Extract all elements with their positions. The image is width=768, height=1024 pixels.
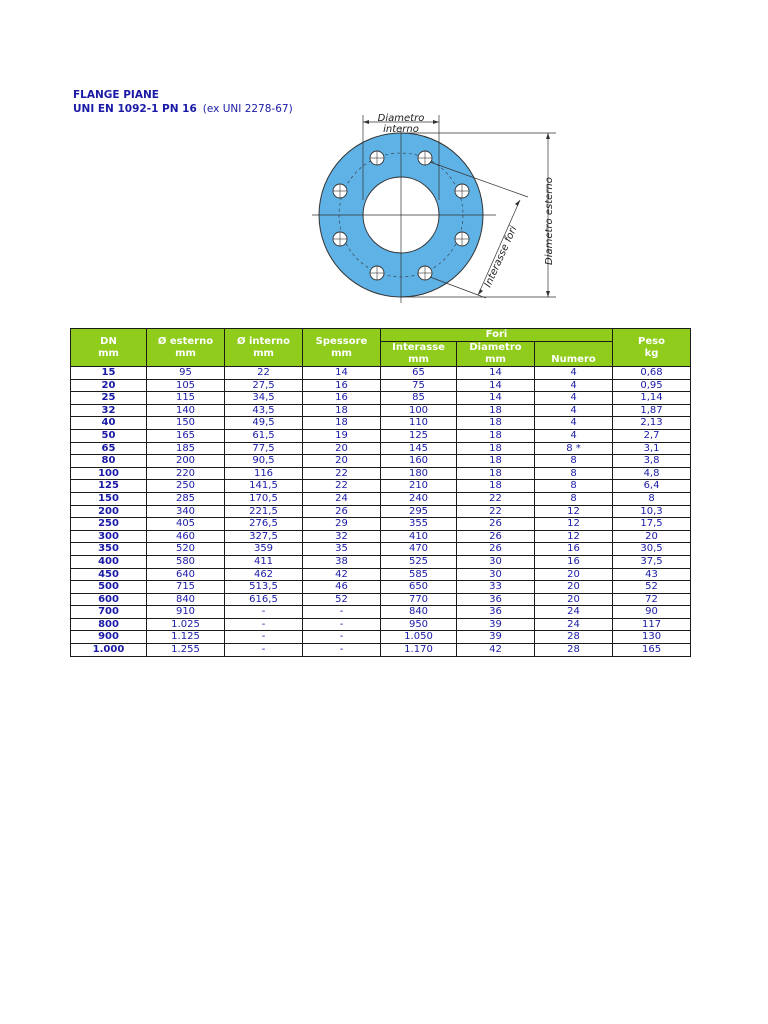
cell-pitch: 1.170 <box>381 644 457 657</box>
table-row <box>71 606 691 619</box>
cell-dn: 25 <box>71 392 147 405</box>
cell-hole-diameter: 26 <box>457 543 535 556</box>
cell-thickness: 20 <box>303 455 381 468</box>
cell-hole-diameter: 39 <box>457 618 535 631</box>
cell-thickness: 35 <box>303 543 381 556</box>
cell-hole-count: 12 <box>535 505 613 518</box>
cell-hole-diameter: 14 <box>457 392 535 405</box>
cell-thickness: 46 <box>303 581 381 594</box>
table-row <box>71 404 691 417</box>
label-inner-2: interno <box>383 124 419 135</box>
cell-hole-count: 8 * <box>535 442 613 455</box>
cell-thickness: 20 <box>303 442 381 455</box>
cell-weight: 2,13 <box>613 417 691 430</box>
cell-hole-count: 20 <box>535 568 613 581</box>
cell-thickness: 19 <box>303 429 381 442</box>
cell-dn: 125 <box>71 480 147 493</box>
cell-weight: 1,87 <box>613 404 691 417</box>
cell-hole-diameter: 39 <box>457 631 535 644</box>
cell-hole-count: 28 <box>535 644 613 657</box>
cell-thickness: 16 <box>303 379 381 392</box>
cell-dn: 400 <box>71 555 147 568</box>
cell-thickness: 18 <box>303 417 381 430</box>
cell-hole-diameter: 18 <box>457 417 535 430</box>
cell-outer-diameter: 640 <box>147 568 225 581</box>
cell-outer-diameter: 105 <box>147 379 225 392</box>
cell-hole-count: 8 <box>535 455 613 468</box>
cell-hole-count: 4 <box>535 429 613 442</box>
cell-pitch: 950 <box>381 618 457 631</box>
table-row <box>71 392 691 405</box>
cell-hole-count: 20 <box>535 581 613 594</box>
cell-hole-count: 16 <box>535 555 613 568</box>
cell-dn: 500 <box>71 581 147 594</box>
cell-hole-count: 24 <box>535 618 613 631</box>
cell-outer-diameter: 460 <box>147 530 225 543</box>
label-pitch: Interasse fori <box>482 224 520 290</box>
table-row <box>71 455 691 468</box>
cell-outer-diameter: 115 <box>147 392 225 405</box>
header-hole-diameter: Diametro mm <box>457 342 535 367</box>
cell-inner-diameter: 77,5 <box>225 442 303 455</box>
cell-hole-diameter: 14 <box>457 367 535 380</box>
cell-hole-diameter: 26 <box>457 518 535 531</box>
cell-outer-diameter: 520 <box>147 543 225 556</box>
cell-thickness: 26 <box>303 505 381 518</box>
cell-weight: 3,1 <box>613 442 691 455</box>
cell-weight: 1,14 <box>613 392 691 405</box>
cell-dn: 40 <box>71 417 147 430</box>
cell-weight: 8 <box>613 492 691 505</box>
cell-outer-diameter: 1.025 <box>147 618 225 631</box>
cell-hole-diameter: 33 <box>457 581 535 594</box>
cell-outer-diameter: 185 <box>147 442 225 455</box>
cell-inner-diameter: 359 <box>225 543 303 556</box>
cell-hole-diameter: 18 <box>457 442 535 455</box>
cell-dn: 450 <box>71 568 147 581</box>
table-row <box>71 555 691 568</box>
cell-dn: 1.000 <box>71 644 147 657</box>
cell-outer-diameter: 340 <box>147 505 225 518</box>
cell-dn: 65 <box>71 442 147 455</box>
cell-inner-diameter: 27,5 <box>225 379 303 392</box>
cell-dn: 350 <box>71 543 147 556</box>
cell-inner-diameter: 276,5 <box>225 518 303 531</box>
cell-dn: 200 <box>71 505 147 518</box>
cell-hole-count: 8 <box>535 480 613 493</box>
cell-hole-count: 28 <box>535 631 613 644</box>
table-row <box>71 618 691 631</box>
header-holes: Fori <box>381 329 613 342</box>
cell-weight: 6,4 <box>613 480 691 493</box>
cell-thickness: - <box>303 606 381 619</box>
cell-thickness: - <box>303 618 381 631</box>
cell-weight: 165 <box>613 644 691 657</box>
flange-table <box>70 328 691 657</box>
cell-weight: 3,8 <box>613 455 691 468</box>
header-count: Numero <box>535 342 613 367</box>
cell-outer-diameter: 840 <box>147 593 225 606</box>
cell-weight: 17,5 <box>613 518 691 531</box>
cell-pitch: 75 <box>381 379 457 392</box>
table-row <box>71 581 691 594</box>
header-thickness: Spessore mm <box>303 329 381 367</box>
cell-pitch: 210 <box>381 480 457 493</box>
cell-inner-diameter: 90,5 <box>225 455 303 468</box>
cell-hole-diameter: 30 <box>457 568 535 581</box>
cell-dn: 20 <box>71 379 147 392</box>
table-row <box>71 492 691 505</box>
cell-thickness: 16 <box>303 392 381 405</box>
cell-inner-diameter: 43,5 <box>225 404 303 417</box>
cell-hole-diameter: 18 <box>457 455 535 468</box>
cell-weight: 43 <box>613 568 691 581</box>
title-line-2 <box>73 102 293 116</box>
table-row <box>71 593 691 606</box>
cell-hole-diameter: 18 <box>457 467 535 480</box>
cell-hole-diameter: 18 <box>457 480 535 493</box>
cell-pitch: 355 <box>381 518 457 531</box>
cell-dn: 700 <box>71 606 147 619</box>
table-row <box>71 543 691 556</box>
cell-inner-diameter: 22 <box>225 367 303 380</box>
cell-thickness: 29 <box>303 518 381 531</box>
cell-inner-diameter: 61,5 <box>225 429 303 442</box>
cell-inner-diameter: - <box>225 618 303 631</box>
cell-inner-diameter: 221,5 <box>225 505 303 518</box>
header-weight: Peso kg <box>613 329 691 367</box>
table-row <box>71 568 691 581</box>
cell-weight: 117 <box>613 618 691 631</box>
cell-weight: 2,7 <box>613 429 691 442</box>
cell-pitch: 1.050 <box>381 631 457 644</box>
cell-outer-diameter: 715 <box>147 581 225 594</box>
cell-pitch: 160 <box>381 455 457 468</box>
cell-thickness: - <box>303 644 381 657</box>
cell-outer-diameter: 580 <box>147 555 225 568</box>
cell-hole-diameter: 18 <box>457 429 535 442</box>
table-row <box>71 429 691 442</box>
cell-thickness: 22 <box>303 467 381 480</box>
cell-outer-diameter: 250 <box>147 480 225 493</box>
cell-pitch: 85 <box>381 392 457 405</box>
cell-thickness: 52 <box>303 593 381 606</box>
cell-inner-diameter: 49,5 <box>225 417 303 430</box>
table-row <box>71 530 691 543</box>
cell-hole-diameter: 18 <box>457 404 535 417</box>
cell-weight: 37,5 <box>613 555 691 568</box>
cell-dn: 32 <box>71 404 147 417</box>
cell-pitch: 585 <box>381 568 457 581</box>
cell-hole-diameter: 30 <box>457 555 535 568</box>
table-row <box>71 442 691 455</box>
cell-dn: 800 <box>71 618 147 631</box>
table-row <box>71 505 691 518</box>
cell-outer-diameter: 910 <box>147 606 225 619</box>
cell-hole-count: 4 <box>535 417 613 430</box>
cell-weight: 30,5 <box>613 543 691 556</box>
cell-inner-diameter: 34,5 <box>225 392 303 405</box>
cell-outer-diameter: 200 <box>147 455 225 468</box>
document-title <box>73 88 293 116</box>
cell-hole-count: 8 <box>535 467 613 480</box>
cell-thickness: 32 <box>303 530 381 543</box>
cell-weight: 4,8 <box>613 467 691 480</box>
cell-inner-diameter: 170,5 <box>225 492 303 505</box>
cell-outer-diameter: 95 <box>147 367 225 380</box>
cell-pitch: 180 <box>381 467 457 480</box>
cell-thickness: 42 <box>303 568 381 581</box>
cell-weight: 90 <box>613 606 691 619</box>
cell-dn: 900 <box>71 631 147 644</box>
cell-hole-count: 12 <box>535 530 613 543</box>
cell-pitch: 295 <box>381 505 457 518</box>
cell-dn: 300 <box>71 530 147 543</box>
cell-inner-diameter: 141,5 <box>225 480 303 493</box>
cell-inner-diameter: 616,5 <box>225 593 303 606</box>
cell-hole-count: 24 <box>535 606 613 619</box>
cell-hole-count: 4 <box>535 379 613 392</box>
cell-pitch: 650 <box>381 581 457 594</box>
cell-dn: 600 <box>71 593 147 606</box>
header-outer-diameter: Ø esterno mm <box>147 329 225 367</box>
table-row <box>71 631 691 644</box>
cell-pitch: 840 <box>381 606 457 619</box>
flange-diagram <box>300 105 570 320</box>
cell-outer-diameter: 150 <box>147 417 225 430</box>
cell-pitch: 240 <box>381 492 457 505</box>
cell-dn: 15 <box>71 367 147 380</box>
cell-hole-diameter: 22 <box>457 505 535 518</box>
cell-thickness: - <box>303 631 381 644</box>
cell-pitch: 525 <box>381 555 457 568</box>
cell-inner-diameter: - <box>225 644 303 657</box>
cell-hole-count: 20 <box>535 593 613 606</box>
cell-outer-diameter: 285 <box>147 492 225 505</box>
cell-hole-diameter: 42 <box>457 644 535 657</box>
table-row <box>71 518 691 531</box>
cell-weight: 72 <box>613 593 691 606</box>
cell-pitch: 110 <box>381 417 457 430</box>
cell-weight: 20 <box>613 530 691 543</box>
cell-outer-diameter: 220 <box>147 467 225 480</box>
cell-inner-diameter: 513,5 <box>225 581 303 594</box>
cell-outer-diameter: 1.255 <box>147 644 225 657</box>
cell-hole-diameter: 22 <box>457 492 535 505</box>
cell-dn: 150 <box>71 492 147 505</box>
cell-weight: 130 <box>613 631 691 644</box>
header-pitch: Interasse mm <box>381 342 457 367</box>
cell-pitch: 410 <box>381 530 457 543</box>
header-inner-diameter: Ø interno mm <box>225 329 303 367</box>
cell-weight: 0,95 <box>613 379 691 392</box>
label-outer-diameter: Diametro esterno <box>544 177 555 265</box>
table-row <box>71 480 691 493</box>
cell-hole-count: 12 <box>535 518 613 531</box>
cell-outer-diameter: 1.125 <box>147 631 225 644</box>
cell-hole-count: 8 <box>535 492 613 505</box>
cell-hole-diameter: 14 <box>457 379 535 392</box>
table-row <box>71 417 691 430</box>
cell-dn: 250 <box>71 518 147 531</box>
cell-dn: 100 <box>71 467 147 480</box>
cell-hole-count: 4 <box>535 392 613 405</box>
cell-inner-diameter: 462 <box>225 568 303 581</box>
cell-pitch: 145 <box>381 442 457 455</box>
table-row <box>71 644 691 657</box>
cell-inner-diameter: - <box>225 606 303 619</box>
cell-thickness: 24 <box>303 492 381 505</box>
cell-dn: 80 <box>71 455 147 468</box>
cell-hole-count: 4 <box>535 404 613 417</box>
cell-hole-count: 4 <box>535 367 613 380</box>
cell-inner-diameter: - <box>225 631 303 644</box>
cell-inner-diameter: 116 <box>225 467 303 480</box>
cell-hole-diameter: 36 <box>457 593 535 606</box>
table-row <box>71 379 691 392</box>
cell-pitch: 470 <box>381 543 457 556</box>
title-line-1: FLANGE PIANE <box>73 89 159 101</box>
cell-inner-diameter: 411 <box>225 555 303 568</box>
cell-weight: 52 <box>613 581 691 594</box>
table-row <box>71 367 691 380</box>
cell-hole-count: 16 <box>535 543 613 556</box>
cell-dn: 50 <box>71 429 147 442</box>
cell-outer-diameter: 165 <box>147 429 225 442</box>
cell-inner-diameter: 327,5 <box>225 530 303 543</box>
cell-pitch: 770 <box>381 593 457 606</box>
cell-thickness: 18 <box>303 404 381 417</box>
cell-thickness: 22 <box>303 480 381 493</box>
cell-pitch: 65 <box>381 367 457 380</box>
cell-hole-diameter: 26 <box>457 530 535 543</box>
cell-thickness: 38 <box>303 555 381 568</box>
label-inner-1: Diametro <box>377 113 425 124</box>
header-dn: DN mm <box>71 329 147 367</box>
cell-outer-diameter: 405 <box>147 518 225 531</box>
cell-weight: 0,68 <box>613 367 691 380</box>
cell-pitch: 125 <box>381 429 457 442</box>
cell-weight: 10,3 <box>613 505 691 518</box>
cell-hole-diameter: 36 <box>457 606 535 619</box>
standard-name: UNI EN 1092-1 PN 16 <box>73 103 197 115</box>
standard-former: (ex UNI 2278-67) <box>202 103 293 115</box>
cell-pitch: 100 <box>381 404 457 417</box>
table-row <box>71 467 691 480</box>
cell-thickness: 14 <box>303 367 381 380</box>
cell-outer-diameter: 140 <box>147 404 225 417</box>
